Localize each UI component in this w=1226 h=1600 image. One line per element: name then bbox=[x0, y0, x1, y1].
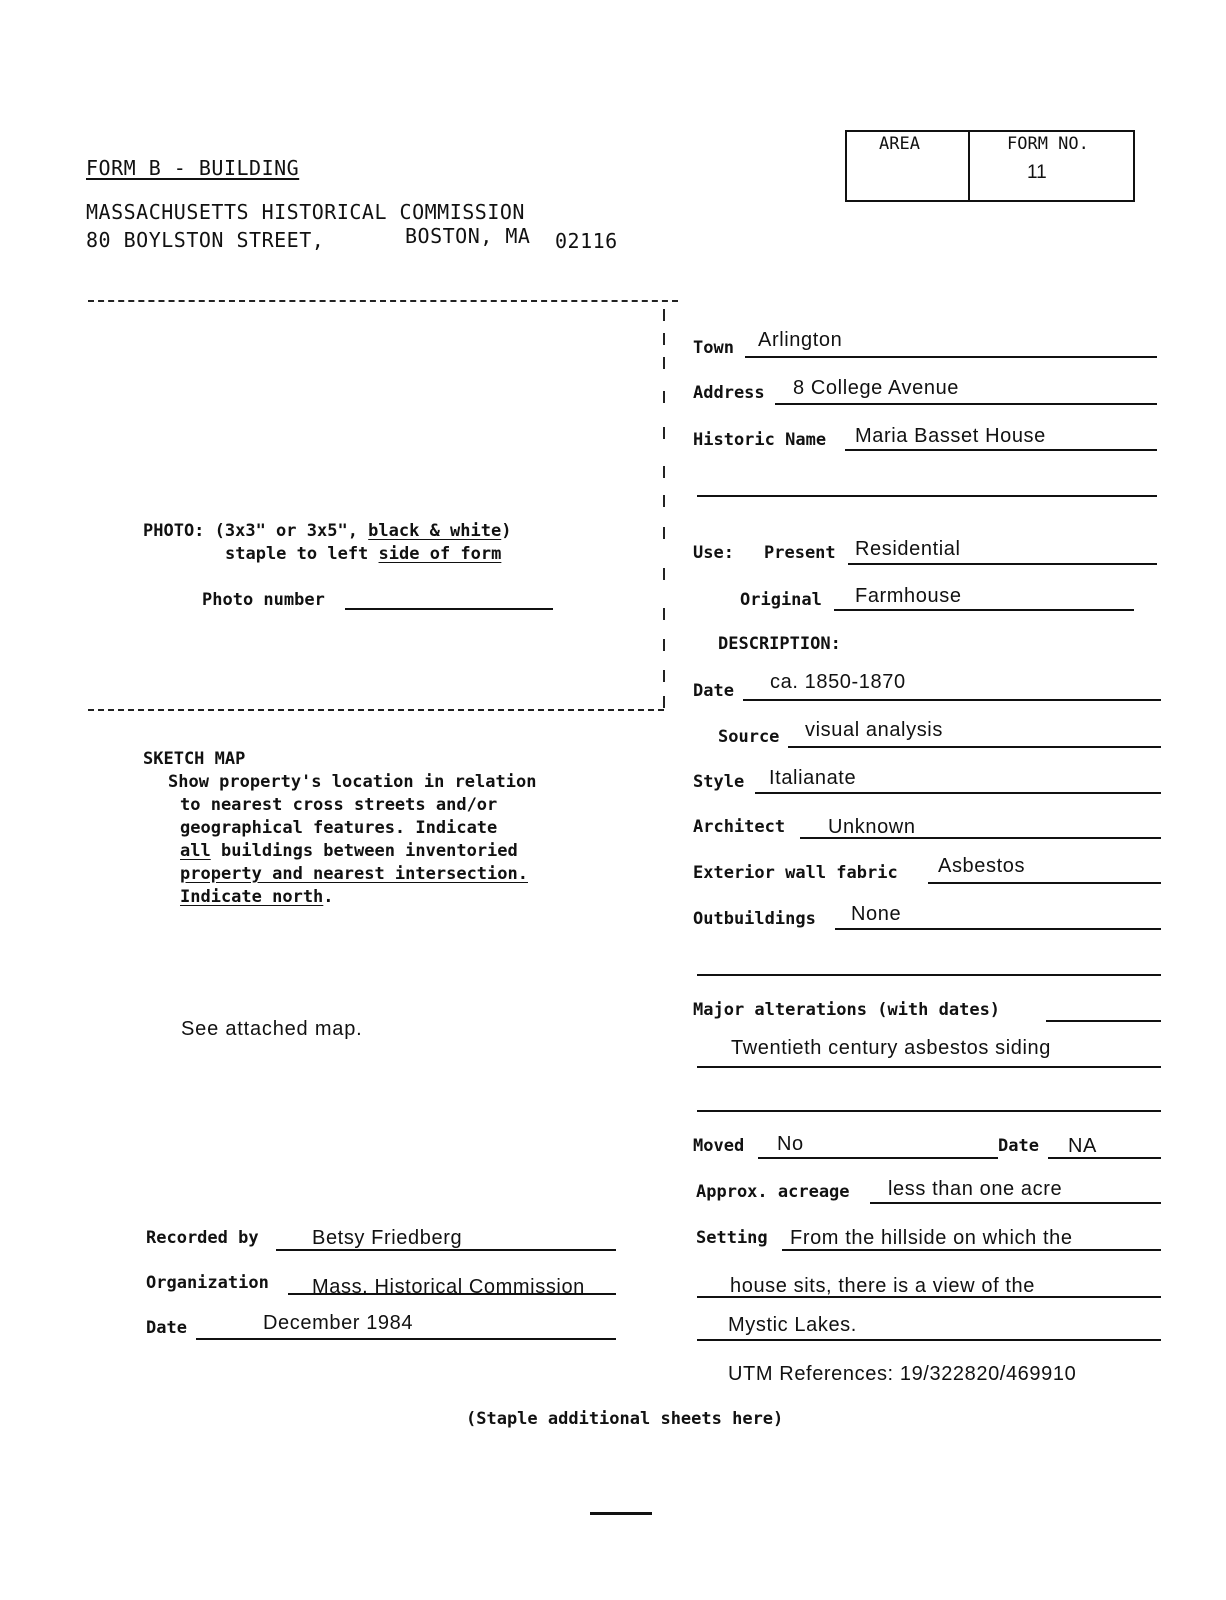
outbuildings-label: Outbuildings bbox=[693, 909, 816, 929]
setting-label: Setting bbox=[696, 1228, 768, 1248]
area-label: AREA bbox=[879, 134, 920, 154]
setting-line-3 bbox=[697, 1339, 1161, 1341]
original-line bbox=[834, 609, 1134, 611]
sketch-map-line6 bbox=[180, 886, 334, 909]
form-title: FORM B - BUILDING bbox=[86, 156, 300, 180]
moved-date-value: NA bbox=[1068, 1135, 1097, 1157]
address-label: Address bbox=[693, 383, 765, 403]
architect-label: Architect bbox=[693, 817, 786, 837]
sketch-map-line2: to nearest cross streets and/or bbox=[180, 795, 498, 815]
sketch-map-title: SKETCH MAP bbox=[143, 749, 246, 769]
photo-border-tick bbox=[663, 495, 665, 507]
photo-border-tick bbox=[663, 568, 665, 580]
recorded-by-value: Betsy Friedberg bbox=[312, 1227, 463, 1249]
town-value: Arlington bbox=[758, 329, 843, 351]
photo-border-tick bbox=[663, 357, 665, 369]
photo-border-tick bbox=[663, 391, 665, 403]
photo-area-bottom-border bbox=[88, 709, 664, 711]
recorded-date-value: December 1984 bbox=[263, 1312, 414, 1334]
outbuildings-line bbox=[835, 928, 1161, 930]
organization-label: Organization bbox=[146, 1273, 269, 1293]
source-line bbox=[788, 746, 1161, 748]
acreage-label: Approx. acreage bbox=[696, 1182, 850, 1202]
alterations-label: Major alterations (with dates) bbox=[693, 1000, 1001, 1020]
recorded-by-line bbox=[276, 1249, 616, 1251]
style-label: Style bbox=[693, 772, 745, 792]
staple-note: (Staple additional sheets here) bbox=[466, 1409, 784, 1429]
commission-name: MASSACHUSETTS HISTORICAL COMMISSION bbox=[86, 200, 525, 224]
setting-value-3: Mystic Lakes. bbox=[728, 1314, 857, 1336]
recorded-by-label: Recorded by bbox=[146, 1228, 259, 1248]
photo-size-text: PHOTO: (3x3" or 3x5", bbox=[143, 521, 369, 541]
alterations-line bbox=[1046, 1020, 1161, 1022]
style-value: Italianate bbox=[769, 767, 857, 789]
setting-line-1 bbox=[782, 1249, 1161, 1251]
commission-street: 80 BOYLSTON STREET, bbox=[86, 228, 325, 252]
photo-paren: ) bbox=[501, 521, 512, 541]
sketch-map-period: . bbox=[323, 887, 334, 907]
footer-mark bbox=[590, 1512, 652, 1515]
commission-zip: 02116 bbox=[555, 229, 618, 253]
moved-date-line bbox=[1048, 1157, 1161, 1159]
moved-label: Moved bbox=[693, 1136, 745, 1156]
moved-date-label: Date bbox=[998, 1136, 1039, 1156]
utm-references: UTM References: 19/322820/469910 bbox=[728, 1363, 1077, 1385]
photo-border-tick bbox=[663, 466, 665, 478]
photo-bw-text: black & white bbox=[368, 521, 502, 541]
address-value: 8 College Avenue bbox=[793, 377, 960, 399]
photo-border-tick bbox=[663, 639, 665, 651]
photo-instruction-line1 bbox=[143, 520, 511, 543]
setting-line-2 bbox=[697, 1296, 1161, 1298]
photo-instruction-line2 bbox=[225, 543, 501, 566]
form-no-value: 11 bbox=[1027, 162, 1047, 183]
acreage-line bbox=[870, 1202, 1161, 1204]
date-label: Date bbox=[693, 681, 734, 701]
wall-fabric-line bbox=[928, 882, 1161, 884]
outbuildings-line-2 bbox=[697, 974, 1161, 976]
sketch-map-buildings: buildings between inventoried bbox=[210, 841, 518, 861]
area-box-divider bbox=[968, 132, 970, 200]
sketch-map-line3: geographical features. Indicate bbox=[180, 818, 498, 838]
commission-city: BOSTON, MA bbox=[405, 224, 531, 248]
recorded-date-line bbox=[196, 1338, 616, 1340]
original-value: Farmhouse bbox=[855, 585, 962, 607]
photo-border-tick bbox=[663, 608, 665, 620]
photo-border-tick bbox=[663, 527, 665, 539]
photo-border-tick bbox=[663, 309, 665, 321]
outbuildings-value: None bbox=[851, 903, 902, 925]
organization-line bbox=[288, 1293, 616, 1295]
sketch-map-north: Indicate north bbox=[180, 887, 324, 907]
historic-name-line-2 bbox=[697, 495, 1157, 497]
photo-side-text: side of form bbox=[378, 544, 502, 564]
sketch-map-all: all bbox=[180, 841, 211, 861]
organization-value: Mass. Historical Commission bbox=[312, 1276, 585, 1298]
photo-area-top-border bbox=[88, 300, 678, 302]
area-form-box bbox=[845, 130, 1135, 202]
form-no-label: FORM NO. bbox=[1007, 134, 1089, 154]
address-line bbox=[775, 403, 1157, 405]
alterations-line-2 bbox=[697, 1066, 1161, 1068]
town-label: Town bbox=[693, 338, 734, 358]
wall-fabric-label: Exterior wall fabric bbox=[693, 863, 898, 883]
photo-staple-text: staple to left bbox=[225, 544, 379, 564]
use-label: Use: bbox=[693, 543, 734, 563]
description-label: DESCRIPTION: bbox=[718, 634, 841, 654]
town-line bbox=[745, 356, 1157, 358]
sketch-map-line5: property and nearest intersection. bbox=[180, 864, 528, 884]
sketch-map-line1: Show property's location in relation bbox=[168, 772, 537, 792]
photo-border-tick bbox=[663, 427, 665, 439]
historic-name-label: Historic Name bbox=[693, 430, 827, 450]
photo-number-line bbox=[345, 608, 553, 610]
alterations-line-3 bbox=[697, 1110, 1161, 1112]
setting-value-2: house sits, there is a view of the bbox=[730, 1275, 1035, 1297]
historic-name-value: Maria Basset House bbox=[855, 425, 1046, 447]
original-label: Original bbox=[740, 590, 822, 610]
moved-value: No bbox=[777, 1133, 804, 1155]
acreage-value: less than one acre bbox=[888, 1178, 1063, 1200]
architect-line bbox=[800, 837, 1161, 839]
wall-fabric-value: Asbestos bbox=[938, 855, 1026, 877]
photo-number-label: Photo number bbox=[202, 590, 325, 610]
date-line bbox=[743, 699, 1161, 701]
date-value: ca. 1850-1870 bbox=[770, 671, 906, 693]
present-value: Residential bbox=[855, 538, 961, 560]
style-line bbox=[755, 792, 1161, 794]
photo-border-tick bbox=[663, 696, 665, 708]
sketch-map-note: See attached map. bbox=[181, 1018, 363, 1040]
alterations-value: Twentieth century asbestos siding bbox=[731, 1037, 1051, 1059]
present-line bbox=[848, 563, 1157, 565]
present-label: Present bbox=[764, 543, 836, 563]
source-label: Source bbox=[718, 727, 780, 747]
historic-name-line bbox=[845, 449, 1157, 451]
sketch-map-line4 bbox=[180, 840, 518, 863]
setting-value-1: From the hillside on which the bbox=[790, 1227, 1073, 1249]
recorded-date-label: Date bbox=[146, 1318, 187, 1338]
architect-value: Unknown bbox=[828, 816, 916, 838]
moved-line bbox=[758, 1157, 998, 1159]
source-value: visual analysis bbox=[805, 719, 943, 741]
photo-border-tick bbox=[663, 333, 665, 345]
photo-border-tick bbox=[663, 670, 665, 682]
